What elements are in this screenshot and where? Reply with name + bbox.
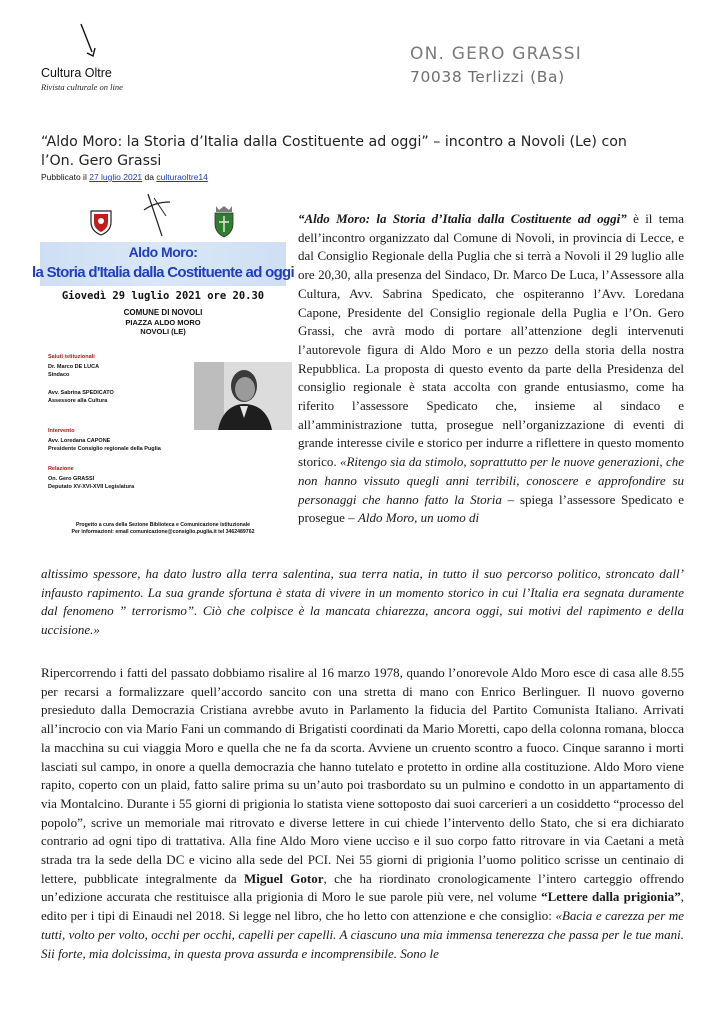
- poster-section-line: Avv. Loredana CAPONE: [48, 438, 111, 444]
- poster-section-line: Dr. Marco DE LUCA: [48, 364, 100, 370]
- quote-mid: – spiega l’assessore Spedicato e prosegue –: [298, 491, 684, 526]
- poster-section-line: Avv. Sabrina SPEDICATO: [48, 390, 114, 396]
- quote-part2a: Aldo Moro, un uomo di: [357, 510, 480, 526]
- poster-venue-line1: COMUNE DI NOVOLI: [123, 308, 203, 317]
- main-text-c: , edito per i tipi di Einaudi nel 2018. Si legge nel libro, che ho letto con attenzione e che consiglio:: [41, 889, 684, 924]
- site-name[interactable]: Cultura Oltre: [41, 66, 112, 80]
- byline-middle: da: [144, 172, 154, 182]
- portrait-silhouette-icon: [194, 362, 292, 430]
- poster-section-line: On. Gero GRASSI: [48, 476, 95, 482]
- region-emblem-icon: [88, 208, 114, 236]
- poster-date: Giovedì 29 luglio 2021 ore 20.30: [61, 290, 265, 302]
- main-text-b: , che ha riordinato cronologicamente l’intero carteggio offrendo un’edizione accurata che restituisce alla prigionia di Moro le sue parole più vere, nel volume: [41, 870, 684, 905]
- poster-section-heading: Relazione: [48, 466, 74, 472]
- stamp-name: ON. GERO GRASSI: [410, 44, 582, 64]
- town-crest-icon: [212, 204, 236, 238]
- poster-footer-line2: Per informazioni: email comunicazione@consiglio.puglia.it tel 3462489762: [71, 529, 255, 535]
- article-intro-continuation: [41, 565, 684, 640]
- main-italic-quote: «Bacia e carezza per me tutti, volto per volto, occhi per occhi, capelli per capelli. A ciascuno una mia immensa tenerezza che passa per le tue mani. Sii forte, mia dolcissima, in questa prova assurda e incomprensibile. Sono le: [41, 908, 684, 961]
- quote-part1: «Ritengo sia da stimolo, soprattutto per le nuove generazioni, che non hanno vissuto quegli anni terribili, conoscere e approfondire su personaggi che hanno fatto la Storia: [298, 454, 684, 507]
- intro-text: è il tema dell’incontro organizzato dal Comune di Novoli, in provincia di Lecce, e dal Consiglio Regionale della Puglia che si terrà a Novoli il 29 luglio alle ore 20,30, alla presenza del Sindaco, Dr. Marco De Luca, l’Assessore alla Cultura, Avv. Sabrina Spedicato, che ospiteranno l’Avv. Loredana Capone, Presidente del Consiglio regionale della Puglia e l’On. Gero Grassi, che avrà modo di portare all’attenzione degli intervenuti l’autorevole figura di Aldo Moro e un pezzo della storia della nostra Repubblica. La proposta di questo evento da parte della Presidenza del consiglio regionale è stata accolta con grande entusiasmo, come ha riferito l’assessore Spedicato che, insieme al sindaco e all’amministrazione tutta, prosegue nell’organizzazione di eventi di grande interesse civile e storico per indurre a riflettere in questo momento storico.: [298, 211, 685, 470]
- poster-section-line: Deputato XV-XVI-XVII Legislatura: [48, 484, 135, 490]
- byline-prefix: Pubblicato il: [41, 172, 87, 182]
- aldo-moro-photo: [194, 362, 292, 430]
- poster-section-line: Presidente Consiglio regionale della Puglia: [48, 446, 161, 452]
- intro-quote-title: “Aldo Moro: la Storia d’Italia dalla Costituente ad oggi”: [298, 211, 627, 226]
- quote-part2b: altissimo spessore, ha dato lustro alla terra salentina, sua terra natia, in tutto il suo percorso politico, stroncato dall’ infausto rapimento. La sua grande sfortuna è stata di vivere in un momento storico in cui l’Italia era segnata duramente dal fenomeno ” terrorismo”. Ciò che colpisce è la mancata chiarezza, ancora oggi, sui motivi del rapimento e della uccisione.»: [41, 566, 684, 638]
- main-bold-book-title: “Lettere dalla prigionia”: [541, 889, 681, 905]
- event-poster: [32, 186, 294, 546]
- stamp-address: 70038 Terlizzi (Ba): [410, 68, 565, 86]
- byline: [41, 172, 208, 182]
- poster-venue-line3: NOVOLI (LE): [140, 327, 186, 336]
- poster-title-line2: la Storia d'Italia dalla Costituente ad oggi: [32, 264, 294, 281]
- main-text-a: Ripercorrendo i fatti del passato dobbiamo risalire al 16 marzo 1978, quando l’onorevole Aldo Moro esce di casa alle 8.55 per recarsi a formalizzare quell’accordo sancito con una stretta di mano con Enrico Berlinguer. Il nuovo governo presieduto dalla Democrazia Cristiana avrebbe avuto in Parlamento la fiducia del Partito Comunista Italiano. Arrivati all’incrocio con via Mario Fani un commando di Brigatisti coordinati da Mario Moretti, capo della colonna romana, blocca la macchina su cui viaggia Moro e quella che ne fa da scorta. Avviene un cruento scontro a fuoco. Cinque saranno i morti lasciati sul campo, in onore a quella democrazia che hanno tutelato e protetto in ordine alla costituzione. Aldo Moro viene rapito, coperto con un plaid, fatto salire prima su un’auto poi trasbordato su un pulmino e condotto in un appartamento di via Montalcino. Durante i 55 giorni di prigionia lo statista viene sottoposto dai suoi carcerieri a un cosiddetto “processo del popolo”, scrive un memoriale mai ritrovato e diverse lettere in cui chiede l’intervento dello Stato, che si era dichiarato contrario ad ogni tipo di trattativa. Alla fine Aldo Moro viene ucciso e il suo corpo fatto ritrovare in via Caetani a metà strada tra la sede della DC e vicino alla sede del PCI. Nei 55 giorni di prigionia l’uomo politico scrisse un centinaio di lettere, pubblicate integralmente da: [41, 665, 684, 886]
- poster-section-line: Sindaco: [48, 372, 70, 378]
- main-bold-author: Miguel Gotor: [243, 870, 324, 886]
- poster-section-line: Assessore alla Cultura: [48, 398, 108, 404]
- scribble-mark-icon: [140, 190, 174, 240]
- poster-section-heading: Saluti istituzionali: [48, 354, 95, 360]
- site-logo-arrow-icon: [78, 22, 100, 62]
- article-intro-paragraph: [298, 210, 684, 528]
- byline-date-link[interactable]: 27 luglio 2021: [89, 172, 143, 182]
- article-title[interactable]: “Aldo Moro: la Storia d’Italia dalla Costituente ad oggi” – incontro a Novoli (Le) con l’On. Gero Grassi: [41, 134, 627, 169]
- poster-venue-line2: PIAZZA ALDO MORO: [125, 318, 201, 327]
- poster-title-line1: Aldo Moro:: [128, 244, 198, 260]
- site-tagline: Rivista culturale on line: [41, 82, 123, 92]
- poster-footer-line1: Progetto a cura della Sezione Biblioteca e Comunicazione istituzionale: [75, 522, 251, 528]
- poster-section-heading: Intervento: [48, 428, 75, 434]
- article-main-paragraph: [41, 664, 684, 963]
- byline-author-link[interactable]: culturaoltre14: [156, 172, 208, 182]
